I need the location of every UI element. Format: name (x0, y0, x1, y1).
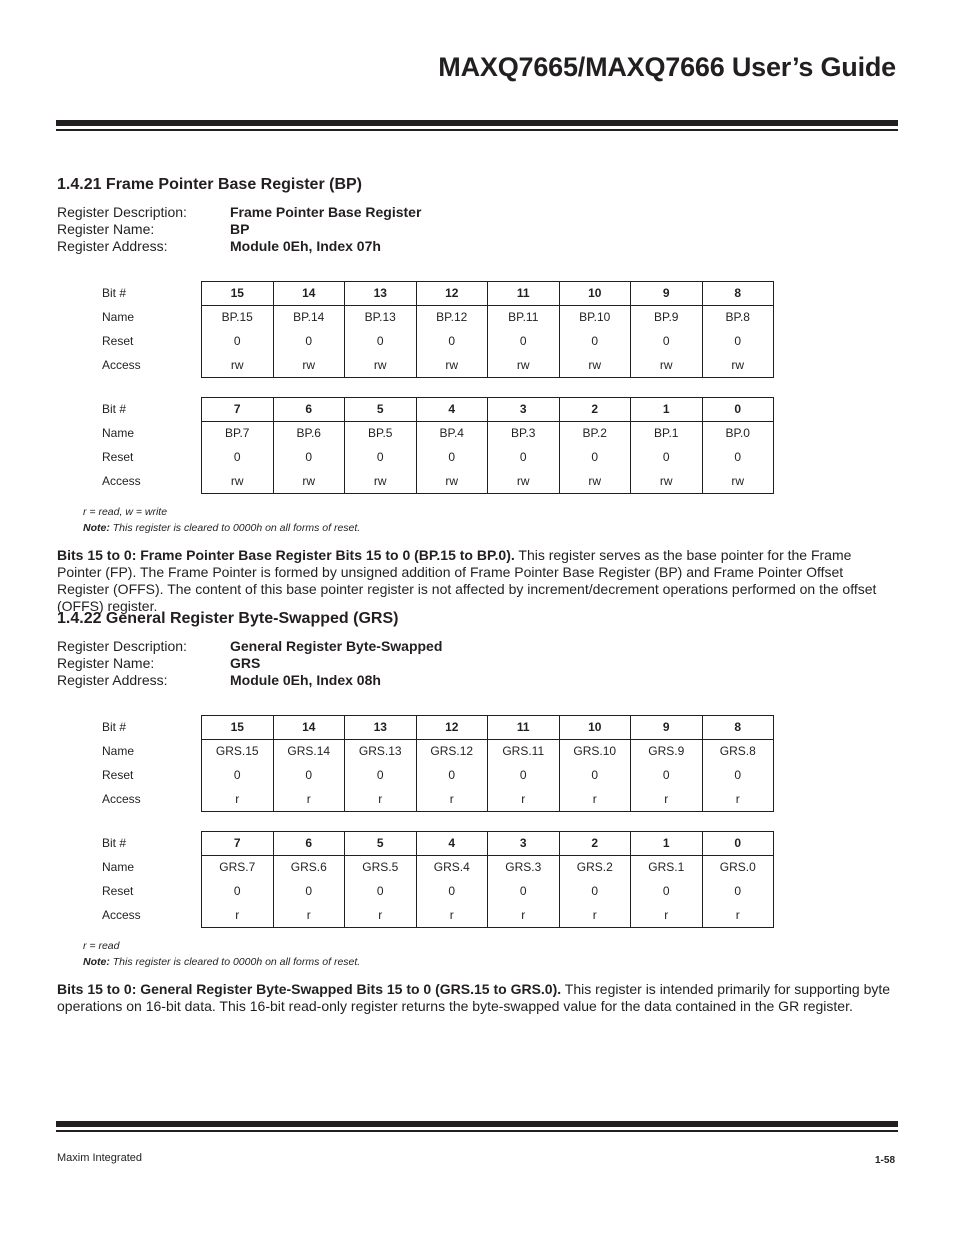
reset-label: Reset (102, 334, 134, 348)
bit-number-label: Bit # (102, 402, 127, 416)
register-name-label: Register Name: (57, 221, 155, 237)
note-text: This register is cleared to 0000h on all forms of reset. (109, 956, 361, 968)
access-legend: r = read (83, 940, 120, 952)
reset-value-cell: 0 (274, 446, 346, 470)
reset-value-cell: 0 (202, 446, 274, 470)
access-type-cell: rw (631, 470, 703, 494)
bit-number-cell: 9 (631, 716, 703, 740)
bit-name-cell: GRS.7 (202, 856, 274, 880)
register-description-block (57, 204, 899, 255)
access-label: Access (102, 908, 141, 922)
bit-name-cell: GRS.14 (274, 740, 346, 764)
register-name-row (57, 221, 899, 238)
bit-number-label: Bit # (102, 836, 127, 850)
section-heading: 1.4.21 Frame Pointer Base Register (BP) (57, 176, 363, 193)
access-type-cell: r (488, 788, 560, 812)
reset-value-cell: 0 (345, 446, 417, 470)
access-label: Access (102, 358, 141, 372)
access-type-cell: rw (345, 470, 417, 494)
bit-number-cell: 4 (417, 832, 489, 856)
bit-name-cell: BP.4 (417, 422, 489, 446)
bit-number-cell: 4 (417, 398, 489, 422)
section-bp (57, 175, 899, 615)
reset-value-cell: 0 (631, 330, 703, 354)
access-type-cell: rw (488, 470, 560, 494)
bit-number-cell: 2 (560, 832, 632, 856)
reset-value-cell: 0 (560, 330, 632, 354)
access-type-cell: rw (274, 470, 346, 494)
header-rule-thin (56, 129, 898, 131)
register-notes (83, 938, 899, 970)
reset-value-cell: 0 (560, 764, 632, 788)
bit-number-cell: 15 (202, 716, 274, 740)
bit-name-cell: BP.9 (631, 306, 703, 330)
field-name-label: Name (102, 860, 135, 874)
bit-number-cell: 13 (345, 716, 417, 740)
reset-value-cell: 0 (345, 880, 417, 904)
reset-value-cell: 0 (703, 764, 775, 788)
note-label: Note: (83, 522, 110, 534)
access-type-cell: rw (560, 470, 632, 494)
access-type-cell: rw (345, 354, 417, 378)
bit-number-cell: 11 (488, 716, 560, 740)
header-rule-thick (56, 120, 898, 126)
access-type-cell: r (560, 788, 632, 812)
register-bit-grid (201, 715, 774, 812)
bit-name-cell: GRS.6 (274, 856, 346, 880)
footer-page-number: 1-58 (874, 1155, 895, 1166)
bit-number-cell: 14 (274, 716, 346, 740)
access-type-cell: r (417, 788, 489, 812)
register-row-labels (102, 831, 202, 927)
reset-value-cell: 0 (631, 446, 703, 470)
register-name-label: Register Name: (57, 655, 155, 671)
bit-number-cell: 13 (345, 282, 417, 306)
access-type-cell: r (274, 788, 346, 812)
reset-label: Reset (102, 884, 134, 898)
reset-value-cell: 0 (274, 764, 346, 788)
register-address-row (57, 238, 899, 255)
bit-name-cell: BP.0 (703, 422, 775, 446)
access-type-cell: r (202, 788, 274, 812)
footer-rule-thin (56, 1130, 898, 1132)
register-bit-grid (201, 831, 774, 928)
register-description-block (57, 638, 899, 689)
register-table-low (102, 397, 772, 494)
bit-name-cell: GRS.5 (345, 856, 417, 880)
bit-name-cell: BP.13 (345, 306, 417, 330)
register-bit-grid (201, 281, 774, 378)
section-heading: 1.4.22 General Register Byte-Swapped (GRS) (57, 610, 399, 627)
access-type-cell: rw (703, 354, 775, 378)
bit-name-cell: BP.15 (202, 306, 274, 330)
reset-value-cell: 0 (202, 764, 274, 788)
field-name-label: Name (102, 310, 135, 324)
bit-name-cell: GRS.10 (560, 740, 632, 764)
access-type-cell: r (703, 788, 775, 812)
register-address-label: Register Address: (57, 672, 168, 688)
bit-number-cell: 10 (560, 716, 632, 740)
bit-number-cell: 0 (703, 832, 775, 856)
reset-label: Reset (102, 768, 134, 782)
access-type-cell: rw (488, 354, 560, 378)
access-type-cell: r (274, 904, 346, 928)
reset-value-cell: 0 (488, 764, 560, 788)
bit-number-cell: 14 (274, 282, 346, 306)
register-address-row (57, 672, 899, 689)
register-table-low (102, 831, 772, 928)
reset-note (83, 520, 899, 536)
access-label: Access (102, 474, 141, 488)
bit-number-cell: 15 (202, 282, 274, 306)
bit-number-cell: 10 (560, 282, 632, 306)
register-description-value: General Register Byte-Swapped (230, 638, 443, 654)
reset-value-cell: 0 (488, 446, 560, 470)
bit-name-cell: BP.3 (488, 422, 560, 446)
bit-number-label: Bit # (102, 286, 127, 300)
reset-value-cell: 0 (417, 764, 489, 788)
register-name-row (57, 655, 899, 672)
register-description-row (57, 204, 899, 221)
reset-value-cell: 0 (345, 330, 417, 354)
access-type-cell: r (488, 904, 560, 928)
bit-number-cell: 6 (274, 398, 346, 422)
bit-description-title: Bits 15 to 0: General Register Byte-Swapped Bits 15 to 0 (GRS.15 to GRS.0). (57, 981, 562, 997)
bit-name-cell: BP.2 (560, 422, 632, 446)
access-label: Access (102, 792, 141, 806)
footer-company: Maxim Integrated (57, 1152, 142, 1164)
bit-name-cell: GRS.8 (703, 740, 775, 764)
register-table-high (102, 281, 772, 378)
bit-number-cell: 3 (488, 398, 560, 422)
page-title: MAXQ7665/MAXQ7666 User’s Guide (438, 52, 896, 82)
bit-name-cell: GRS.2 (560, 856, 632, 880)
access-type-cell: rw (417, 354, 489, 378)
access-type-cell: r (345, 788, 417, 812)
bit-description-text: This register serves as the base pointer for the Frame Pointer (FP). The Frame Pointer is formed by unsigned addition of Frame Pointer Base Register (BP) and Frame Pointer Offset Register (OFFS). The content of this base pointer register is not affected by increment/decrement operations performed on the offset (OFFS) register. (57, 547, 877, 614)
register-description-label: Register Description: (57, 204, 187, 220)
access-type-cell: rw (703, 470, 775, 494)
reset-value-cell: 0 (631, 880, 703, 904)
bit-name-cell: BP.7 (202, 422, 274, 446)
note-label: Note: (83, 956, 110, 968)
bit-name-cell: GRS.11 (488, 740, 560, 764)
bit-name-cell: GRS.12 (417, 740, 489, 764)
reset-value-cell: 0 (488, 880, 560, 904)
bit-description-title: Bits 15 to 0: Frame Pointer Base Register Bits 15 to 0 (BP.15 to BP.0). (57, 547, 515, 563)
bit-name-cell: BP.6 (274, 422, 346, 446)
bit-description-paragraph (57, 981, 899, 1015)
register-name-value: GRS (230, 655, 261, 671)
bit-description-paragraph (57, 547, 899, 615)
bit-number-cell: 1 (631, 832, 703, 856)
bit-number-cell: 5 (345, 398, 417, 422)
access-type-cell: r (560, 904, 632, 928)
bit-name-cell: GRS.15 (202, 740, 274, 764)
reset-value-cell: 0 (417, 330, 489, 354)
access-type-cell: r (417, 904, 489, 928)
bit-name-cell: BP.5 (345, 422, 417, 446)
register-address-label: Register Address: (57, 238, 168, 254)
bit-name-cell: GRS.4 (417, 856, 489, 880)
reset-value-cell: 0 (560, 446, 632, 470)
register-notes (83, 504, 899, 536)
access-type-cell: r (631, 904, 703, 928)
access-type-cell: rw (202, 354, 274, 378)
field-name-label: Name (102, 426, 135, 440)
bit-name-cell: GRS.13 (345, 740, 417, 764)
register-row-labels (102, 397, 202, 493)
bit-name-cell: BP.11 (488, 306, 560, 330)
bit-name-cell: BP.14 (274, 306, 346, 330)
bit-number-cell: 6 (274, 832, 346, 856)
reset-value-cell: 0 (274, 330, 346, 354)
bit-number-cell: 12 (417, 716, 489, 740)
reset-value-cell: 0 (417, 446, 489, 470)
access-type-cell: rw (417, 470, 489, 494)
reset-value-cell: 0 (274, 880, 346, 904)
reset-value-cell: 0 (631, 764, 703, 788)
bit-name-cell: BP.8 (703, 306, 775, 330)
access-legend: r = read, w = write (83, 506, 168, 518)
reset-value-cell: 0 (560, 880, 632, 904)
bit-name-cell: GRS.9 (631, 740, 703, 764)
bit-name-cell: GRS.0 (703, 856, 775, 880)
reset-note (83, 954, 899, 970)
bit-number-cell: 9 (631, 282, 703, 306)
reset-value-cell: 0 (417, 880, 489, 904)
register-address-value: Module 0Eh, Index 07h (230, 238, 381, 254)
reset-value-cell: 0 (202, 330, 274, 354)
bit-name-cell: GRS.1 (631, 856, 703, 880)
bit-name-cell: BP.10 (560, 306, 632, 330)
register-address-value: Module 0Eh, Index 08h (230, 672, 381, 688)
bit-description-text: This register is intended primarily for supporting byte operations on 16-bit data. This 16-bit read-only register returns the byte-swapped value for the data contained in the GR register. (57, 981, 891, 1014)
bit-number-cell: 8 (703, 716, 775, 740)
bit-name-cell: BP.12 (417, 306, 489, 330)
bit-number-cell: 7 (202, 398, 274, 422)
access-type-cell: rw (631, 354, 703, 378)
access-type-cell: r (703, 904, 775, 928)
footer-rule-thick (56, 1121, 898, 1127)
bit-number-cell: 3 (488, 832, 560, 856)
register-row-labels (102, 281, 202, 377)
bit-name-cell: GRS.3 (488, 856, 560, 880)
access-type-cell: r (202, 904, 274, 928)
reset-value-cell: 0 (202, 880, 274, 904)
section-grs (57, 609, 899, 1015)
bit-name-cell: BP.1 (631, 422, 703, 446)
bit-number-cell: 8 (703, 282, 775, 306)
reset-value-cell: 0 (488, 330, 560, 354)
register-bit-grid (201, 397, 774, 494)
bit-number-cell: 1 (631, 398, 703, 422)
access-type-cell: r (631, 788, 703, 812)
access-type-cell: rw (560, 354, 632, 378)
register-table-high (102, 715, 772, 812)
bit-number-cell: 0 (703, 398, 775, 422)
bit-number-cell: 2 (560, 398, 632, 422)
bit-number-label: Bit # (102, 720, 127, 734)
register-name-value: BP (230, 221, 250, 237)
register-description-row (57, 638, 899, 655)
reset-value-cell: 0 (345, 764, 417, 788)
bit-number-cell: 11 (488, 282, 560, 306)
register-description-value: Frame Pointer Base Register (230, 204, 422, 220)
reset-value-cell: 0 (703, 330, 775, 354)
reset-value-cell: 0 (703, 880, 775, 904)
reset-label: Reset (102, 450, 134, 464)
access-type-cell: rw (274, 354, 346, 378)
reset-value-cell: 0 (703, 446, 775, 470)
register-description-label: Register Description: (57, 638, 187, 654)
access-type-cell: r (345, 904, 417, 928)
note-text: This register is cleared to 0000h on all forms of reset. (109, 522, 361, 534)
access-type-cell: rw (202, 470, 274, 494)
field-name-label: Name (102, 744, 135, 758)
bit-number-cell: 5 (345, 832, 417, 856)
register-row-labels (102, 715, 202, 811)
bit-number-cell: 7 (202, 832, 274, 856)
bit-number-cell: 12 (417, 282, 489, 306)
